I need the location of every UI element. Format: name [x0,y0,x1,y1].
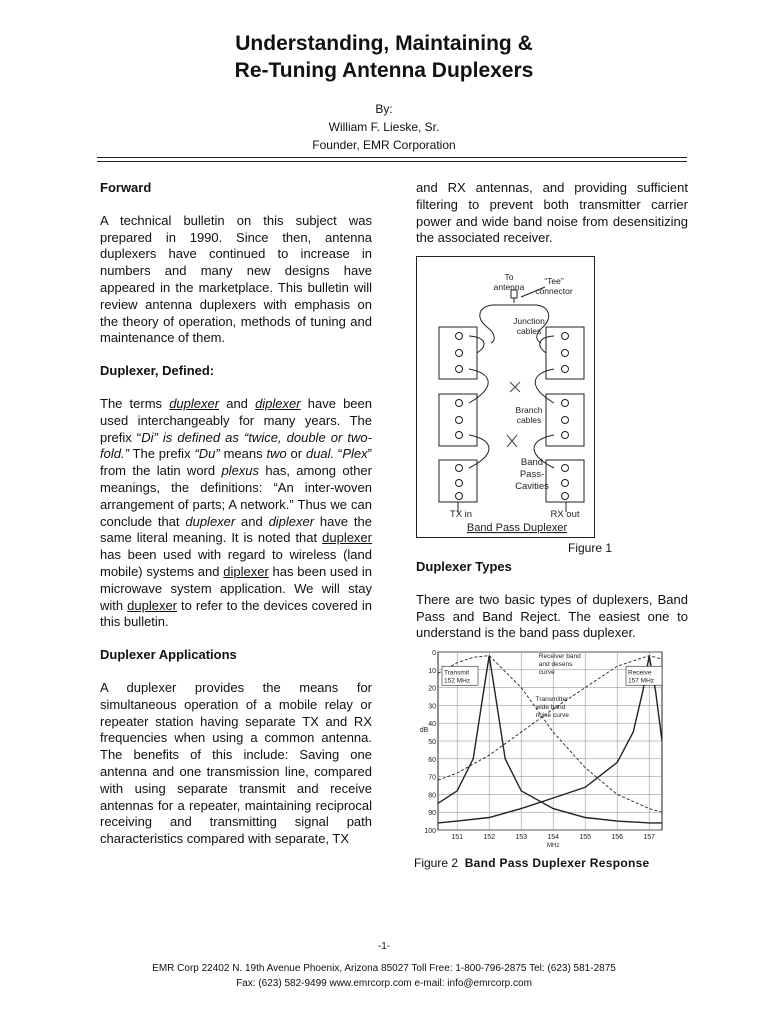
y-tick-label: 70 [428,774,436,782]
byline-by: By: [375,102,393,116]
document-title [0,30,768,84]
types-block [416,559,688,642]
annotation-receive: Receive [628,669,652,677]
y-tick-label: 50 [428,739,436,746]
label-junction-1: Junction [513,316,545,326]
annotation-transmit: Transmit [444,669,470,677]
x-tick-label: 153 [515,834,528,841]
label-tee-2: connector [535,286,573,296]
x-axis-label: MHz [547,843,560,848]
label-to-antenna-2: antenna [493,282,525,292]
band-pass-duplexer-diagram [417,257,594,537]
y-tick-label: 60 [428,756,436,764]
right-column [416,180,688,247]
header-rule-top [97,157,687,158]
x-tick-label: 154 [547,834,560,841]
page-number: -1- [377,941,391,952]
duplexer-response-chart [412,648,668,848]
annotation-transmitter-noise: wide band [535,703,566,711]
x-tick-label: 156 [611,834,624,841]
x-tick-label: 157 [643,834,656,841]
annotation-transmit: 152 MHz [444,677,471,685]
label-cavities-3: Cavities [515,481,549,492]
figure-1-caption: Figure 1 [568,541,613,555]
forward-paragraph: A technical bulletin on this subject was prepared in 1990. Since then, antenna duplexers have continued to increase in numbers and many new designs have appeared in the marketplace. This bulletin will review antenna duplexers with emphasis on the theory of operation, methods of tuning and maintenance of them. [100,212,372,346]
author-name: William F. Lieske, Sr. [328,120,440,134]
label-rx-out: RX out [550,509,580,520]
annotation-receiver-band: Receiver band [538,653,581,661]
y-tick-label: 20 [428,685,436,693]
heading-duplexer-applications: Duplexer Applications [100,647,237,663]
x-tick-label: 152 [483,834,496,841]
annotation-receiver-band: curve [538,669,555,677]
author-affiliation: Founder, EMR Corporation [312,138,456,152]
label-branch-1: Branch [515,405,543,415]
x-tick-label: 155 [579,834,592,841]
figure-1-title: Band Pass Duplexer [466,522,568,534]
label-cavities-2: Pass- [519,469,545,480]
applications-paragraph-continued: and RX antennas, and providing sufficient filtering to prevent both transmitter carrier power and wide band noise from desensitizing the associated receiver. [416,180,688,246]
y-tick-label: 40 [428,721,436,729]
defined-paragraph: The terms duplexer and diplexer have been used interchangeably for many years. The prefix “Di” is defined as “twice, double or two-fold.” The prefix “Du” means two or dual. “Plex” from the latin word plexus has, among other meanings, the definitions: “An inter-woven arrangement of parts; A network.” Thus we can conclude that duplexer and diplexer have the same literal meaning. It is noted that duplexer has been used with regard to wireless (land mobile) systems and diplexer has been used in microwave system application. We will stay with duplexer to refer to the devices covered in this bulletin. [100,395,373,630]
y-axis-label: dB [419,727,429,735]
header-rule-bottom [97,161,687,162]
label-tx-in: TX in [449,509,473,520]
annotation-transmitter-noise: noise curve [535,711,569,719]
figure-2-number: Figure 2 [414,856,459,870]
byline [0,100,768,154]
annotation-receive: 157 MHz [628,677,655,685]
left-column [100,180,372,848]
y-tick-label: 100 [424,828,436,835]
x-tick-label: 151 [451,834,464,841]
heading-duplexer-defined: Duplexer, Defined: [100,363,215,379]
applications-paragraph: A duplexer provides the means for simultaneous operation of a mobile relay or repeater station having separate TX and RX frequencies when using a common antenna. The benefits of this include: Saving one antenna and one transmission line, compared with using separate transmit and receive antennas for a repeater, maintaining reciprocal receiving and transmitting signal path characteristics compared with separate, TX [100,679,372,847]
title-line-2: Re-Tuning Antenna Duplexers [234,59,534,82]
figure-2-caption [414,856,650,870]
annotation-receiver-band: and desens [538,661,573,669]
y-tick-label: 0 [432,650,436,657]
figure-2-title: Band Pass Duplexer Response [464,856,650,870]
y-tick-label: 90 [428,810,436,818]
heading-duplexer-types: Duplexer Types [416,559,512,574]
label-junction-2: cables [516,326,542,336]
y-tick-label: 30 [428,703,436,711]
title-line-1: Understanding, Maintaining & [235,32,533,55]
label-cavities-1: Band [520,457,544,468]
y-tick-label: 80 [428,792,436,800]
label-tee-1: “Tee” [544,276,564,286]
label-branch-2: cables [516,415,542,425]
footer-address: EMR Corp 22402 N. 19th Avenue Phoenix, Arizona 85027 Toll Free: 1-800-796-2875 Tel: (623) 581-2875 [152,963,616,974]
label-to-antenna-1: To [504,272,514,282]
y-tick-label: 10 [428,667,436,675]
annotation-transmitter-noise: Transmitter [535,695,569,703]
figure-2-chart [412,648,668,848]
types-paragraph: There are two basic types of duplexers, Band Pass and Band Reject. The easiest one to understand is the band pass duplexer. [416,591,688,641]
figure-1-diagram [416,256,595,538]
footer-contact: Fax: (623) 582-9499 www.emrcorp.com e-mail: info@emrcorp.com [236,978,532,989]
heading-forward: Forward [100,180,152,195]
